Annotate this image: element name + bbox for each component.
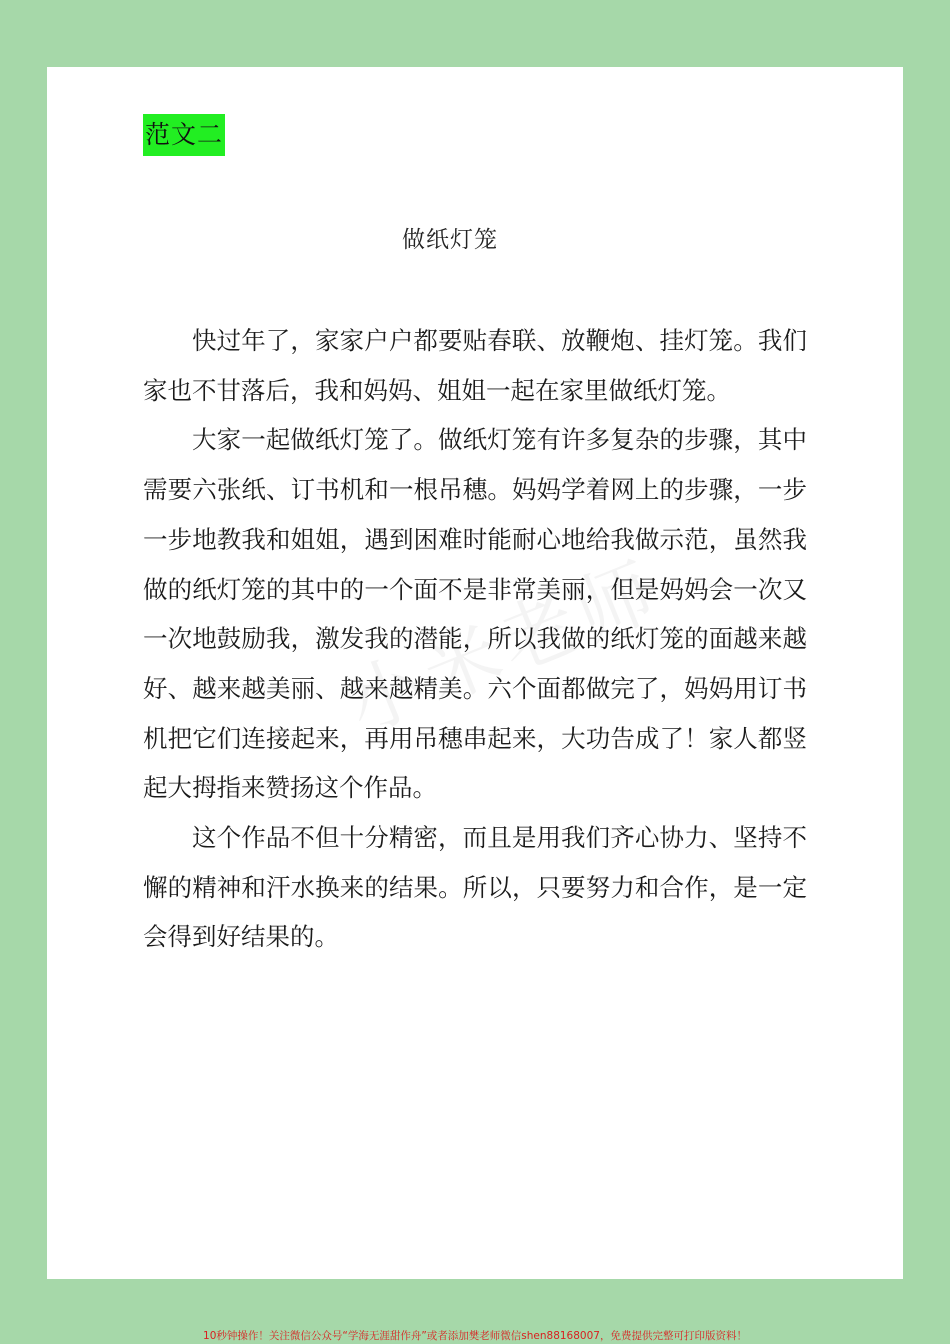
footer-promo-text: 10秒钟操作！关注微信公众号“学海无涯甜作舟”或者添加樊老师微信shen88168007，免费提供完整可打印版资料！ xyxy=(203,1330,747,1342)
essay-paragraph-2: 大家一起做纸灯笼了。做纸灯笼有许多复杂的步骤，其中需要六张纸、订书机和一根吊穗。妈妈学着网上的步骤，一步一步地教我和姐姐，遇到困难时能耐心地给我做示范，虽然我做的纸灯笼的其中的一个面不是非常美丽，但是妈妈会一次又一次地鼓励我，激发我的潜能，所以我做的纸灯笼的面越来越好、越来越美丽、越来越精美。六个面都做完了，妈妈用订书机把它们连接起来，再用吊穗串起来，大功告成了！家人都竖起大拇指来赞扬这个作品。 xyxy=(143,425,807,803)
essay-title: 做纸灯笼 xyxy=(402,227,498,253)
essay-paragraph-3: 这个作品不但十分精密，而且是用我们齐心协力、坚持不懈的精神和汗水换来的结果。所以，只要努力和合作，是一定会得到好结果的。 xyxy=(143,823,807,952)
essay-body xyxy=(143,316,807,962)
essay-label-tag: 范文二 xyxy=(143,114,225,156)
document-page xyxy=(47,67,903,1279)
essay-paragraph-1: 快过年了，家家户户都要贴春联、放鞭炮、挂灯笼。我们家也不甘落后，我和妈妈、姐姐一起在家里做纸灯笼。 xyxy=(143,326,807,405)
